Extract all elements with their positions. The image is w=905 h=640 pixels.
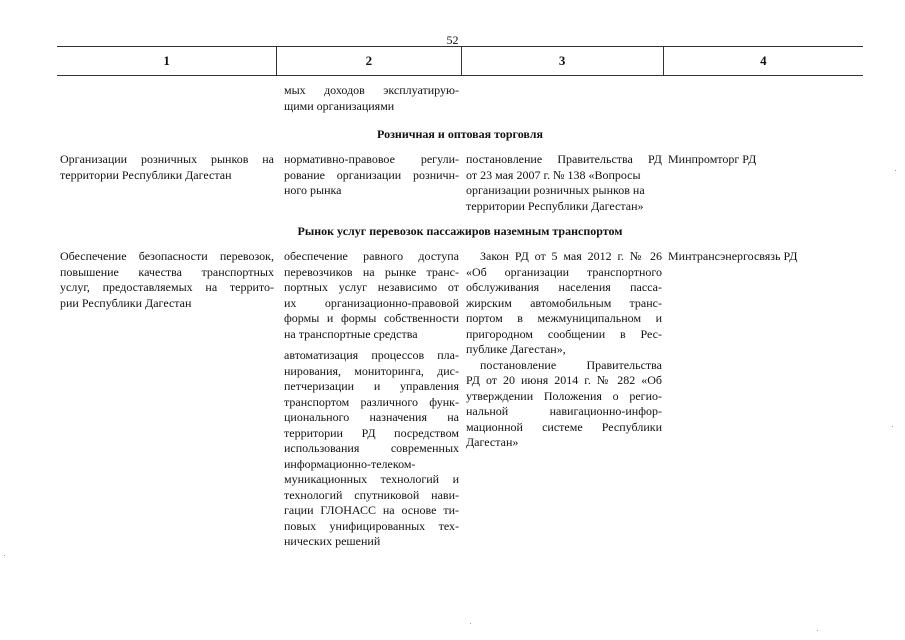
text-line: от 23 мая 2007 г. № 138 «Вопросы — [466, 167, 641, 182]
text-line: обеспечение равного доступа — [284, 249, 459, 263]
text-line: транспортом различного функ- — [284, 394, 459, 409]
header-col-1: 1 — [57, 47, 277, 75]
text-line: нирования, мониторинга, дис- — [284, 363, 459, 378]
text-line: «Об организации транспортного — [466, 264, 662, 279]
text-line: муникационных технологий и — [284, 472, 459, 486]
scan-speck — [817, 630, 818, 631]
text-line: мационной системе Республики — [466, 419, 662, 434]
text-line: информационно-телеком- — [284, 456, 416, 471]
header-col-3: 3 — [462, 47, 664, 75]
scan-speck — [895, 170, 896, 171]
text-line: нормативно-правовое регули- — [284, 152, 459, 166]
text-line: гации ГЛОНАСС на основе ти- — [284, 503, 459, 517]
text-line: Обеспечение безопасности перевозок, — [60, 249, 274, 263]
text-line: перевозчиков на рынке транс- — [284, 264, 459, 279]
retail-col-2 — [284, 152, 459, 199]
text-line: пригородном сообщении в Рес- — [466, 326, 662, 341]
continuation-text — [284, 83, 459, 114]
text-line: нических решений — [284, 534, 381, 548]
transport-col-3 — [466, 249, 662, 451]
text-line: нальной навигационно-инфор- — [466, 404, 662, 418]
scan-speck — [470, 623, 471, 624]
header-col-4: 4 — [760, 53, 767, 68]
section-title-transport: Рынок услуг перевозок пассажиров наземным транспортом — [297, 224, 623, 238]
retail-col-3 — [466, 152, 662, 214]
text-line: щими организациями — [284, 98, 395, 113]
text-line: Дагестан» — [466, 435, 519, 449]
text-line: их организационно-правовой — [284, 295, 459, 310]
retail-col-4 — [668, 152, 858, 168]
text-line: Закон РД от 5 мая 2012 г. № 26 — [480, 249, 662, 263]
section-title-retail: Розничная и оптовая торговля — [377, 127, 543, 141]
transport-col-2a — [284, 249, 459, 342]
text-line: технологий спутниковой нави- — [284, 487, 459, 502]
text-line: территории Республики Дагестан — [60, 167, 232, 182]
text-line: повых унифицированных тех- — [284, 518, 459, 533]
retail-col-1 — [60, 152, 274, 183]
header-col-2: 2 — [277, 47, 461, 75]
text-line: мых доходов эксплуатирую- — [284, 83, 459, 97]
scan-speck — [892, 426, 893, 427]
text-line: использования современных — [284, 441, 459, 455]
text-line: ционального назначения на — [284, 410, 459, 424]
text-line: портных услуг независимо от — [284, 280, 459, 294]
transport-col-1 — [60, 249, 274, 311]
text-line: жирским автомобильным транс- — [466, 295, 662, 310]
text-line: рование организации розничн- — [284, 167, 459, 182]
scan-speck — [4, 555, 5, 556]
text-line: территории РД посредством — [284, 425, 459, 440]
text-line: публике Дагестан», — [466, 342, 566, 356]
transport-col-2b — [284, 348, 459, 550]
text-line: услуг, предоставляемых на террито- — [60, 280, 274, 294]
text-line: постановление Правительства РД — [466, 152, 662, 166]
text-line: автоматизация процессов пла- — [284, 348, 459, 362]
text-line: повышение качества транспортных — [60, 264, 274, 279]
page-number: 52 — [446, 33, 459, 47]
transport-col-4 — [668, 249, 858, 265]
text-line: утверждении Положения о регио- — [466, 388, 662, 403]
text-line: постановление Правительства — [480, 357, 662, 372]
text-line: Минпромторг РД — [668, 152, 757, 166]
text-line: портом в межмуниципальном и — [466, 311, 662, 325]
text-line: ного рынка — [284, 183, 342, 197]
text-line: рии Республики Дагестан — [60, 295, 192, 310]
text-line: Минтрансэнергосвязь РД — [668, 249, 798, 263]
text-line: территории Республики Дагестан» — [466, 198, 644, 213]
text-line: петчеризации и управления — [284, 379, 459, 393]
table-header — [57, 46, 863, 76]
text-line: организации розничных рынков на — [466, 183, 645, 197]
text-line: формы и формы собственности — [284, 311, 459, 325]
text-line: обслуживания населения пасса- — [466, 280, 662, 294]
text-line: на транспортные средства — [284, 326, 418, 341]
text-line: Организации розничных рынков на — [60, 152, 274, 166]
text-line: РД от 20 июня 2014 г. № 282 «Об — [466, 373, 662, 387]
